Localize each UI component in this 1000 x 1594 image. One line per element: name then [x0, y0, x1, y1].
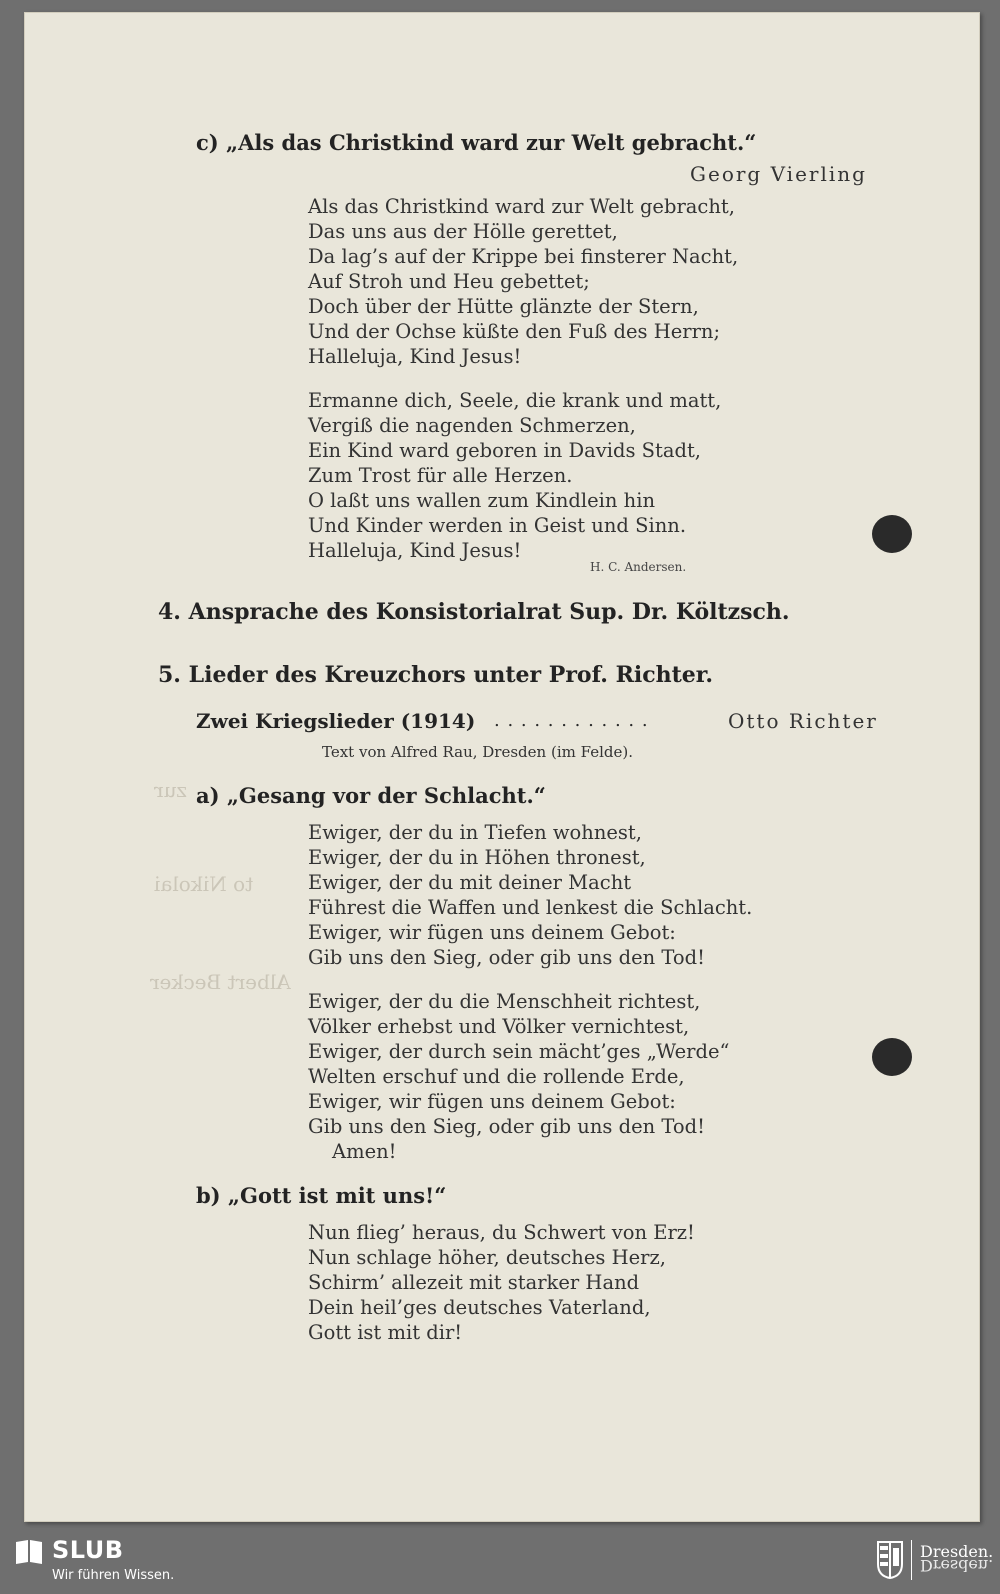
verse-line: Halleluja, Kind Jesus! — [308, 345, 522, 368]
verse-line: Welten erschuf und die rollende Erde, — [308, 1065, 685, 1088]
verse-line: Gott ist mit dir! — [308, 1321, 463, 1344]
verse-line: Und der Ochse küßte den Fuß des Herrn; — [308, 320, 721, 343]
verse-line: Da lag’s auf der Krippe bei finsterer Nacht, — [308, 245, 739, 268]
song-b-heading: b) „Gott ist mit uns!“ — [196, 1183, 447, 1208]
verse-line: Nun schlage höher, deutsches Herz, — [308, 1246, 666, 1269]
song-c-composer: Georg Vierling — [690, 162, 867, 186]
library-tagline: Wir führen Wissen. — [52, 1568, 175, 1583]
song-c-heading: c) „Als das Christkind ward zur Welt gebracht.“ — [196, 130, 757, 155]
verse-line: Gib uns den Sieg, oder gib uns den Tod! — [308, 946, 705, 969]
verse-line: Schirm’ allezeit mit starker Hand — [308, 1271, 640, 1294]
document-page — [24, 12, 980, 1522]
song-b-stanza-1 — [308, 1220, 695, 1345]
bleed-through-text: zur — [154, 778, 187, 802]
verse-line: Amen! — [332, 1140, 397, 1163]
verse-line: Ewiger, der du mit deiner Macht — [308, 871, 632, 894]
punch-hole-bottom — [872, 1038, 912, 1076]
song-c-stanza-2 — [308, 388, 721, 563]
verse-line: Ewiger, wir fügen uns deinem Gebot: — [308, 1090, 676, 1113]
kriegslieder-leader-dots: . . . . . . . . . . . . — [494, 710, 649, 731]
verse-line: Nun flieg’ heraus, du Schwert von Erz! — [308, 1221, 695, 1244]
verse-line: Vergiß die nagenden Schmerzen, — [308, 414, 636, 437]
verse-line: Als das Christkind ward zur Welt gebracht, — [308, 195, 735, 218]
verse-line: Dein heil’ges deutsches Vaterland, — [308, 1296, 651, 1319]
verse-line: Führest die Waffen und lenkest die Schlacht. — [308, 896, 753, 919]
verse-line: Halleluja, Kind Jesus! — [308, 539, 522, 562]
verse-line: Ermanne dich, Seele, die krank und matt, — [308, 389, 722, 412]
book-icon — [14, 1538, 44, 1566]
bleed-through-text: to Nikolai — [154, 872, 254, 896]
kriegslieder-text-credit: Text von Alfred Rau, Dresden (im Felde). — [322, 743, 633, 761]
program-item-4: 4. Ansprache des Konsistorialrat Sup. Dr. Költzsch. — [158, 599, 790, 625]
program-item-5: 5. Lieder des Kreuzchors unter Prof. Richter. — [158, 662, 714, 688]
library-name[interactable]: SLUB — [52, 1536, 124, 1564]
song-c-stanza-1 — [308, 194, 738, 369]
verse-line: Zum Trost für alle Herzen. — [308, 464, 573, 487]
song-a-stanza-2 — [308, 989, 729, 1164]
verse-line: Ewiger, der du die Menschheit richtest, — [308, 990, 701, 1013]
city-name-reflection: Dresden. — [920, 1556, 994, 1575]
bleed-through-text: Albert Becker — [150, 970, 291, 994]
verse-line: Doch über der Hütte glänzte der Stern, — [308, 295, 699, 318]
song-a-heading: a) „Gesang vor der Schlacht.“ — [196, 783, 546, 808]
verse-line: Ewiger, der du in Tiefen wohnest, — [308, 821, 642, 844]
verse-line: Ewiger, der durch sein mächt’ges „Werde“ — [308, 1040, 730, 1063]
footer-divider — [911, 1540, 912, 1580]
punch-hole-top — [872, 515, 912, 553]
verse-line: Ewiger, der du in Höhen thronest, — [308, 846, 646, 869]
verse-line: Auf Stroh und Heu gebettet; — [308, 270, 590, 293]
city-coat-of-arms-icon — [876, 1540, 904, 1580]
song-a-stanza-1 — [308, 820, 752, 970]
song-c-author: H. C. Andersen. — [590, 560, 687, 574]
verse-line: Gib uns den Sieg, oder gib uns den Tod! — [308, 1115, 705, 1138]
kriegslieder-title: Zwei Kriegslieder (1914) — [196, 709, 476, 733]
verse-line: Und Kinder werden in Geist und Sinn. — [308, 514, 687, 537]
verse-line: Völker erhebst und Völker vernichtest, — [308, 1015, 690, 1038]
kriegslieder-composer: Otto Richter — [728, 709, 878, 733]
verse-line: Das uns aus der Hölle gerettet, — [308, 220, 618, 243]
verse-line: O laßt uns wallen zum Kindlein hin — [308, 489, 656, 512]
city-name[interactable]: Dresden. — [920, 1542, 994, 1561]
verse-line: Ewiger, wir fügen uns deinem Gebot: — [308, 921, 676, 944]
footer-bar — [0, 1528, 1000, 1594]
verse-line: Ein Kind ward geboren in Davids Stadt, — [308, 439, 701, 462]
